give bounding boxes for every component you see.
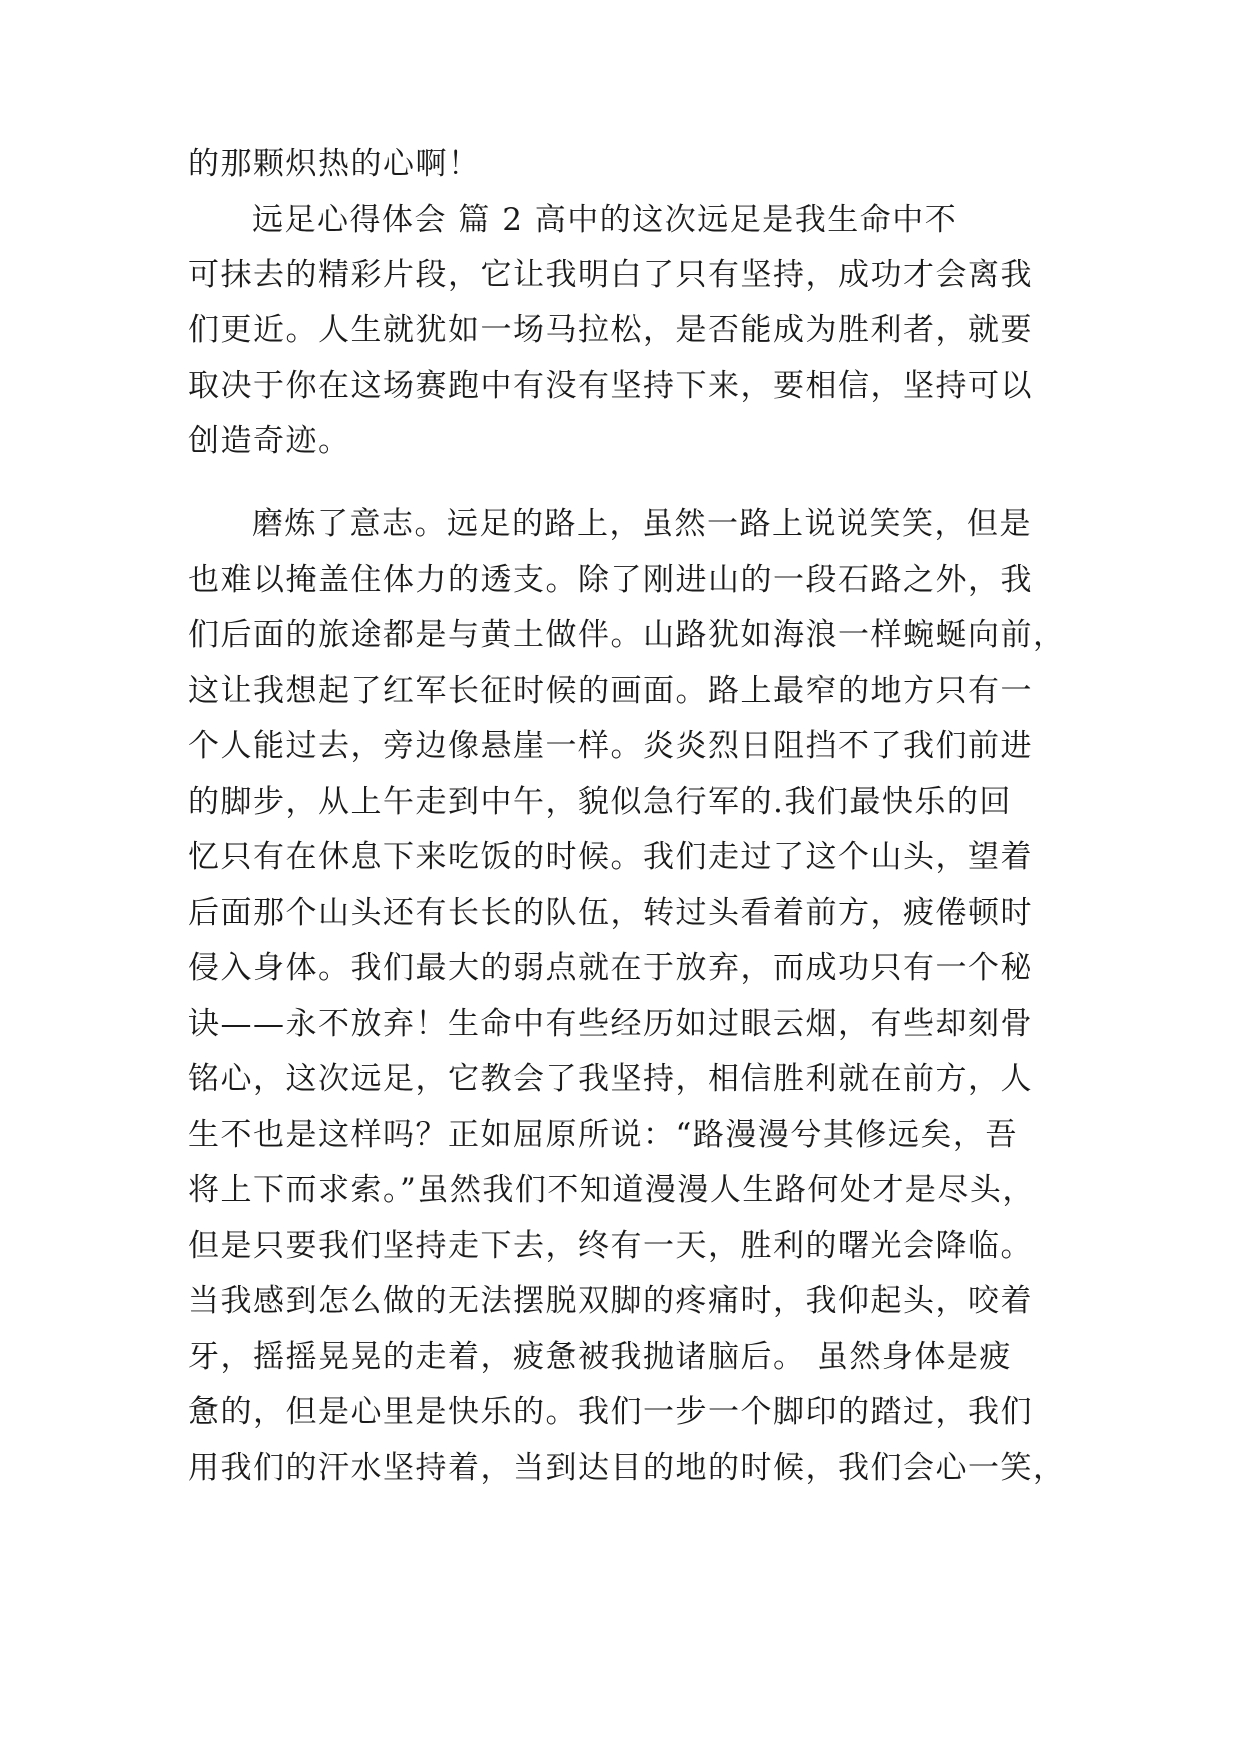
section-heading-line: 远足心得体会 篇 2 高中的这次远足是我生命中不: [252, 202, 958, 238]
text-line: 侵入身体。我们最大的弱点就在于放弃，而成功只有一个秘: [188, 950, 1033, 986]
text-line: 后面那个山头还有长长的队伍，转过头看着前方，疲倦顿时: [188, 895, 1033, 931]
text-line: 可抹去的精彩片段，它让我明白了只有坚持，成功才会离我: [188, 257, 1033, 293]
text-line: 也难以掩盖住体力的透支。除了刚进山的一段石路之外，我: [188, 562, 1033, 598]
text-line: 生不也是这样吗？正如屈原所说：“路漫漫兮其修远矣，吾: [188, 1117, 1018, 1153]
text-line: 诀——永不放弃！生命中有些经历如过眼云烟，有些却刻骨: [188, 1006, 1033, 1042]
text-line: 的那颗炽热的心啊！: [188, 146, 481, 182]
paragraph-start-line: 磨炼了意志。远足的路上，虽然一路上说说笑笑，但是: [252, 506, 1032, 542]
text-line: 们更近。人生就犹如一场马拉松，是否能成为胜利者，就要: [188, 312, 1033, 348]
text-line: 创造奇迹。: [188, 423, 351, 459]
text-line: 的脚步，从上午走到中午，貌似急行军的.我们最快乐的回: [188, 784, 1012, 820]
text-line: 个人能过去，旁边像悬崖一样。炎炎烈日阻挡不了我们前进: [188, 728, 1033, 764]
text-line: 但是只要我们坚持走下去，终有一天，胜利的曙光会降临。: [188, 1228, 1033, 1264]
text-line: 惫的，但是心里是快乐的。我们一步一个脚印的踏过，我们: [188, 1394, 1033, 1430]
text-line: 用我们的汗水坚持着，当到达目的地的时候，我们会心一笑，: [188, 1450, 1066, 1486]
text-line: 牙，摇摇晃晃的走着，疲惫被我抛诸脑后。 虽然身体是疲: [188, 1339, 1012, 1375]
text-line: 这让我想起了红军长征时候的画面。路上最窄的地方只有一: [188, 673, 1033, 709]
text-line: 将上下而求索。”虽然我们不知道漫漫人生路何处才是尽头，: [188, 1172, 1035, 1208]
text-line: 忆只有在休息下来吃饭的时候。我们走过了这个山头，望着: [188, 839, 1033, 875]
text-line: 取决于你在这场赛跑中有没有坚持下来，要相信，坚持可以: [188, 368, 1033, 404]
text-line: 铭心，这次远足，它教会了我坚持，相信胜利就在前方，人: [188, 1061, 1033, 1097]
text-line: 们后面的旅途都是与黄土做伴。山路犹如海浪一样蜿蜒向前，: [188, 617, 1066, 653]
text-line: 当我感到怎么做的无法摆脱双脚的疼痛时，我仰起头，咬着: [188, 1283, 1033, 1319]
